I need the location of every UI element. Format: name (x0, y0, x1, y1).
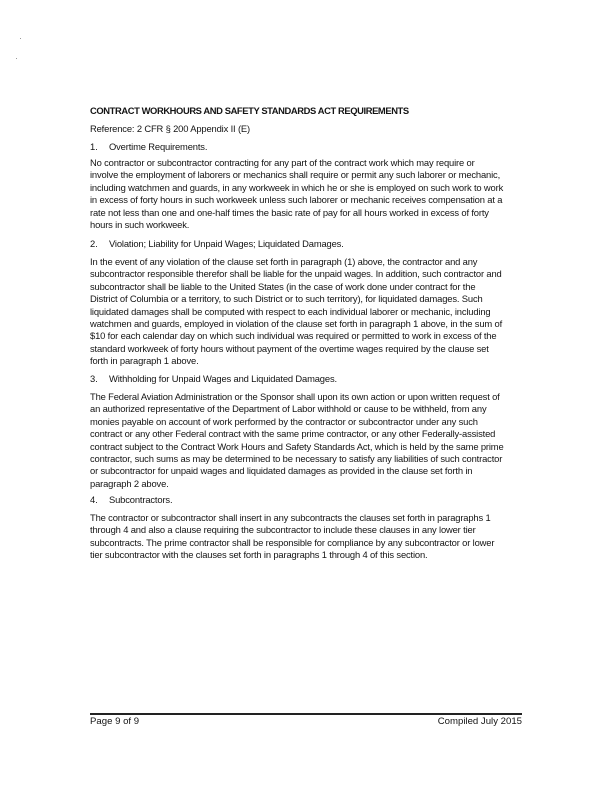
scan-speck (16, 58, 17, 59)
section-heading (90, 494, 172, 506)
paragraph-line: District of Columbia or a territory, to such District or to such territory), for liquidated damages. Such (90, 293, 483, 305)
section-paragraph (90, 157, 503, 231)
section-heading-text: Subcontractors. (109, 494, 173, 505)
paragraph-line: liquidated damages shall be computed with respect to each individual laborer or mechanic, including (90, 305, 491, 317)
paragraph-line: contract subject to the Contract Work Hours and Safety Standards Act, which is held by the same prime (90, 440, 504, 452)
document-title: CONTRACT WORKHOURS AND SAFETY STANDARDS ACT REQUIREMENTS (90, 105, 409, 116)
paragraph-line: subcontractor shall be liable to the United States (in the case of work done under contract for the (90, 280, 476, 292)
section-number: 2. (90, 238, 98, 249)
paragraph-line: or subcontractor for unpaid wages and liquidated damages as provided in the clause set forth in (90, 465, 473, 477)
paragraph-line: watchmen and guards, employed in violation of the clause set forth in paragraph 1 above, in the sum of (90, 317, 503, 329)
paragraph-line: standard workweek of forty hours without payment of the overtime wages required by the clause set (90, 342, 489, 354)
section-heading (90, 238, 344, 250)
paragraph-line: through 4 and also a clause requiring the subcontractor to include these clauses in any lower tier (90, 524, 476, 536)
paragraph-line: contractor, such sums as may be determined to be necessary to satisfy any liabilities of such contractor (90, 452, 503, 464)
paragraph-line: subcontractor responsible therefor shall be liable for the unpaid wages. In addition, such contractor and (90, 268, 502, 280)
paragraph-line: subcontracts. The prime contractor shall be responsible for compliance by any subcontractor or lower (90, 536, 495, 548)
footer-rule (90, 713, 522, 715)
paragraph-line: tier subcontractor with the clauses set forth in paragraphs 1 through 4 of this section. (90, 549, 428, 561)
paragraph-line: including watchmen and guards, in any workweek in which he or she is employed on such work to work (90, 181, 504, 193)
section-heading (90, 141, 207, 153)
paragraph-line: $10 for each calendar day on which such individual was required or permitted to work in excess of the (90, 330, 497, 342)
section-heading-text: Withholding for Unpaid Wages and Liquidated Damages. (109, 373, 337, 384)
section-number: 4. (90, 494, 98, 505)
section-paragraph (90, 512, 494, 562)
paragraph-line: in excess of forty hours in such workweek unless such laborer or mechanic receives compensation at a (90, 194, 503, 206)
paragraph-line: an authorized representative of the Department of Labor withhold or cause to be withheld, from any (90, 403, 487, 415)
section-heading-text: Overtime Requirements. (109, 141, 208, 152)
paragraph-line: contract or any other Federal contract with the same prime contractor, or any other Federally-assisted (90, 428, 496, 440)
section-paragraph (90, 256, 502, 368)
reference-line: Reference: 2 CFR § 200 Appendix II (E) (90, 123, 251, 134)
compiled-date: Compiled July 2015 (437, 716, 522, 727)
section-number: 1. (90, 141, 98, 152)
paragraph-line: forth in paragraph 1 above. (90, 355, 199, 367)
section-number: 3. (90, 373, 98, 384)
paragraph-line: The contractor or subcontractor shall insert in any subcontracts the clauses set forth in paragraphs 1 (90, 512, 491, 523)
paragraph-line: monies payable on account of work performed by the contractor or subcontractor under any such (90, 415, 478, 427)
paragraph-line: In the event of any violation of the clause set forth in paragraph (1) above, the contractor and any (90, 256, 478, 267)
section-heading (90, 373, 337, 385)
paragraph-line: No contractor or subcontractor contracting for any part of the contract work which may require or (90, 157, 475, 168)
paragraph-line: involve the employment of laborers or mechanics shall require or permit any such laborer or mechanic, (90, 169, 501, 181)
paragraph-line: hours in such workweek. (90, 218, 190, 230)
scan-speck (20, 38, 21, 39)
paragraph-line: The Federal Aviation Administration or the Sponsor shall upon its own action or upon written request of (90, 391, 500, 402)
section-paragraph (90, 391, 504, 490)
page-number: Page 9 of 9 (90, 716, 140, 727)
paragraph-line: rate not less than one and one-half times the basic rate of pay for all hours worked in excess of forty (90, 206, 489, 218)
paragraph-line: paragraph 2 above. (90, 477, 169, 489)
section-heading-text: Violation; Liability for Unpaid Wages; Liquidated Damages. (109, 238, 344, 249)
